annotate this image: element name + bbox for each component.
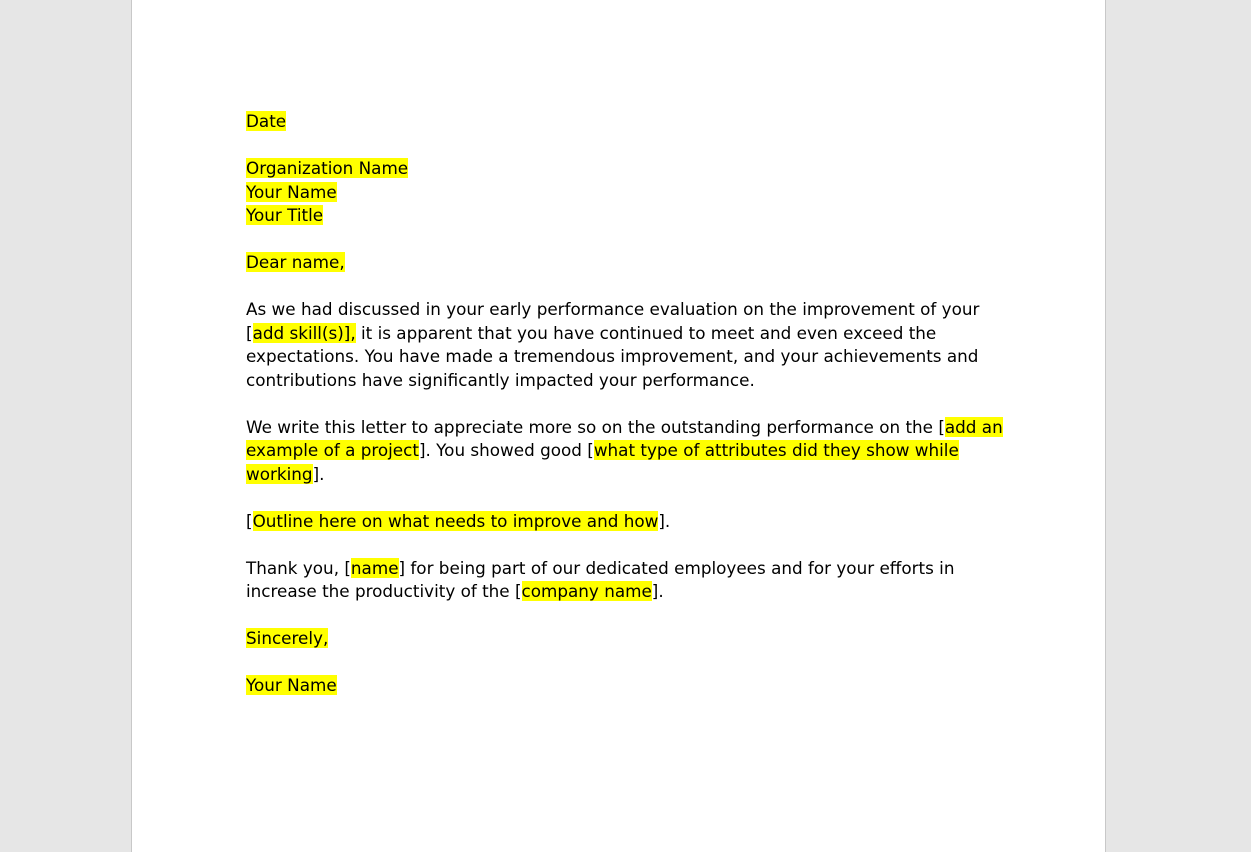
paragraph-appreciation xyxy=(246,416,1006,487)
closing-placeholder: Sincerely, xyxy=(246,628,329,648)
attributes-placeholder: what type of attributes did they show while working xyxy=(246,440,959,484)
paragraph-text: As we had discussed in your early performance evaluation on the improvement of your [ xyxy=(246,299,980,343)
paragraph-text: Thank you, [ xyxy=(246,557,351,578)
signature-name-placeholder: Your Name xyxy=(246,675,337,695)
paragraph-text: ] for being part of our dedicated employees and for your efforts in increase the productivity of the [ xyxy=(246,557,955,601)
paragraph-thanks xyxy=(246,557,1006,604)
your-title-placeholder: Your Title xyxy=(246,205,324,225)
company-name-placeholder: company name xyxy=(521,581,652,601)
date-placeholder: Date xyxy=(246,111,287,131)
paragraph-text: We write this letter to appreciate more so on the outstanding performance on the [ xyxy=(246,416,945,437)
employee-name-placeholder: name xyxy=(350,557,399,578)
paragraph-text: ]. xyxy=(312,463,325,484)
organization-name-placeholder: Organization Name xyxy=(246,158,409,178)
date-line xyxy=(246,110,1006,134)
closing xyxy=(246,627,1006,651)
paragraph-improvement xyxy=(246,510,1006,534)
signature xyxy=(246,674,1006,698)
project-placeholder: add an example of a project xyxy=(246,416,1003,460)
paragraph-text: ]. You showed good [ xyxy=(418,440,594,460)
letter-body[interactable] xyxy=(246,110,1006,721)
salutation-placeholder: Dear name, xyxy=(246,252,345,272)
paragraph-text: ]. xyxy=(651,581,664,601)
salutation xyxy=(246,251,1006,275)
your-name-placeholder: Your Name xyxy=(246,181,337,202)
paragraph-text: [ xyxy=(246,510,253,531)
sender-block xyxy=(246,157,1006,228)
improvement-placeholder: Outline here on what needs to improve and how xyxy=(252,510,659,531)
paragraph-text: ]. xyxy=(658,510,671,531)
paragraph-evaluation xyxy=(246,298,1006,392)
document-page[interactable] xyxy=(131,0,1106,852)
skill-placeholder: add skill(s)], xyxy=(252,322,356,343)
paragraph-text: it is apparent that you have continued to meet and even exceed the expectations. You have made a tremendous improvement, and your achievements and contributions have significantly impacted your performance. xyxy=(246,322,979,390)
